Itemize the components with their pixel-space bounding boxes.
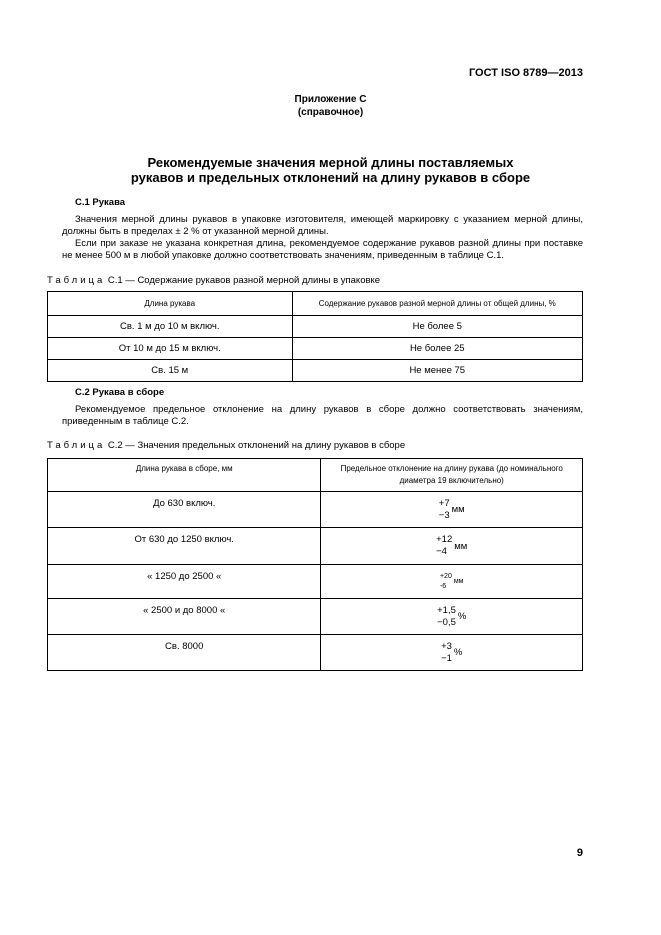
standard-designation: ГОСТ ISO 8789—2013 [468,67,583,79]
tolerance-unit: % [457,611,467,622]
tolerance-lower: −3 [438,509,450,521]
tolerance-values [436,534,452,558]
table-cell-tolerance [321,492,583,528]
tolerance-lower: −4 [436,546,447,557]
table-1-header-row [48,292,583,316]
table-2-header-row [48,459,583,492]
table-cell: От 10 м до 15 м включ. [48,338,293,360]
table-2-header-cell: Длина рукава в сборе, мм [48,459,321,492]
tolerance-lower: -6 [439,582,447,590]
table-2 [47,458,583,671]
table-2-caption [47,440,405,451]
tolerance-values [439,498,450,522]
table-2-caption-label: Таблица [47,440,106,451]
table-cell-tolerance [321,528,583,565]
table-1-header-cell: Содержание рукавов разной мерной длины от общей длины, % [292,292,582,316]
table-1-caption [47,275,380,286]
tolerance-upper: +1,5 [437,604,456,616]
table-cell: Св. 15 м [48,360,293,382]
table-cell: Не более 25 [292,338,582,360]
tolerance-unit: мм [451,504,465,515]
section-1-paragraph-1: Значения мерной длины рукавов в упаковке изготовителя, имеющей маркировку с указанием мерной длины, должны быть в пределах ± 2 % от указанной мерной длины. [62,214,583,237]
table-1-header-cell: Длина рукава [48,292,293,316]
tolerance-upper: +7 [438,497,450,509]
table-cell: Не менее 75 [292,360,582,382]
tolerance-lower: −0,5 [437,616,456,628]
page-number: 9 [576,847,583,859]
table-row [48,338,583,360]
table-cell-length: « 1250 до 2500 « [48,565,321,599]
section-1-text [62,214,583,262]
annex-note: (справочное) [297,107,364,118]
table-row [48,360,583,382]
table-cell-tolerance [321,599,583,635]
table-cell: Св. 1 м до 10 м включ. [48,316,293,338]
table-1-caption-text: С.1 — Содержание рукавов разной мерной длины в упаковке [105,275,381,286]
tolerance-lower: −1 [441,652,452,664]
tolerance-values [441,641,452,665]
section-2-text [62,404,583,428]
table-cell-tolerance [321,635,583,671]
table-2-header-cell: Предельное отклонение на длину рукава (до номинального диаметра 19 включительно) [321,459,583,492]
document-title [0,155,661,185]
table-row [48,316,583,338]
section-1-paragraph-2: Если при заказе не указана конкретная длина, рекомендуемое содержание рукавов разной длины при поставке не менее 500 м в любой упаковке должно соответствовать значениям, приведенным в таблице С.1. [62,238,583,261]
tolerance-upper: +12 [436,534,453,545]
section-2-paragraph-1: Рекомендуемое предельное отклонение на длину рукавов в сборе должно соответствовать значениям, приведенным в таблице С.2. [62,404,583,427]
section-2-heading: С.2 Рукава в сборе [75,387,165,398]
table-cell-length: От 630 до 1250 включ. [48,528,321,565]
table-row [48,635,583,671]
tolerance-unit: мм [454,540,468,552]
table-cell-length: Св. 8000 [48,635,321,671]
tolerance-values [437,605,456,629]
document-title-line-2: рукавов и предельных отклонений на длину рукавов в сборе [130,170,531,185]
table-cell: Не более 5 [292,316,582,338]
table-1 [47,291,583,382]
tolerance-values [440,572,452,592]
tolerance-unit: % [453,647,463,658]
table-2-caption-text: С.2 — Значения предельных отклонений на длину рукавов в сборе [105,440,406,451]
table-row [48,565,583,599]
table-cell-length: « 2500 и до 8000 « [48,599,321,635]
table-1-caption-label: Таблица [47,275,106,286]
table-row [48,492,583,528]
annex-title: Приложение С [294,94,367,105]
annex-heading [0,93,661,119]
table-cell-length: До 630 включ. [48,492,321,528]
document-title-line-1: Рекомендуемые значения мерной длины поставляемых [147,155,514,170]
table-row [48,528,583,565]
tolerance-upper: +20 [439,572,452,580]
table-cell-tolerance [321,565,583,599]
section-1-heading: С.1 Рукава [75,197,126,208]
tolerance-unit: мм [453,578,464,585]
table-row [48,599,583,635]
tolerance-upper: +3 [441,640,452,652]
